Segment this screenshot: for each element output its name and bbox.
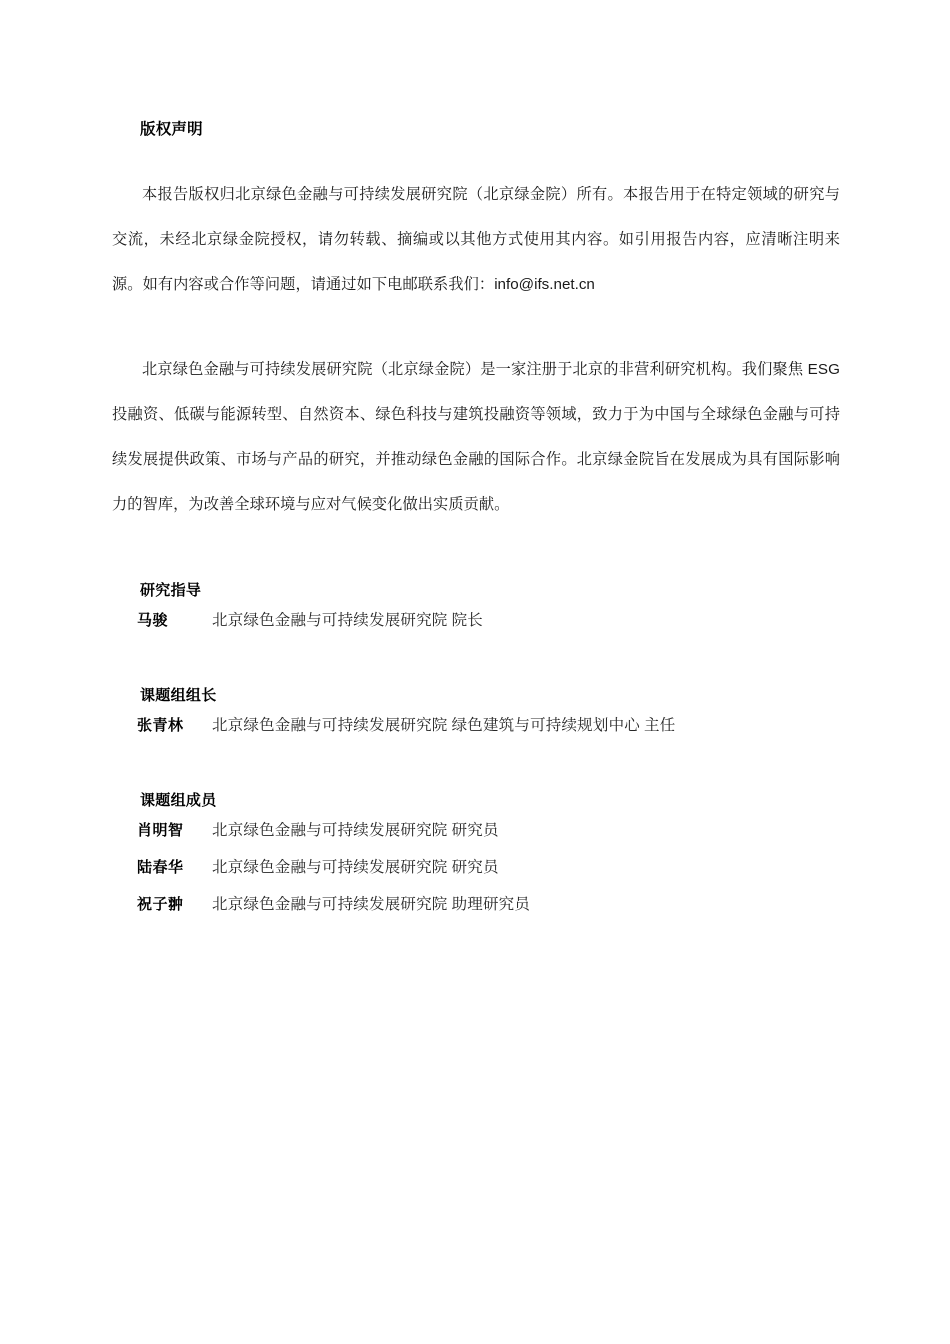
credit-person-affiliation: 北京绿色金融与可持续发展研究院 助理研究员 (212, 896, 531, 913)
credit-row (137, 602, 872, 639)
credit-person-name: 祝子翀 (137, 896, 184, 913)
spacer (112, 639, 872, 685)
credit-person-name: 肖明智 (137, 822, 184, 839)
credit-row (137, 849, 872, 886)
credits-section (112, 580, 872, 923)
spacer (112, 307, 840, 347)
copyright-paragraph-text: 本报告版权归北京绿色金融与可持续发展研究院（北京绿金院）所有。本报告用于在特定领域的研究与交流，未经北京绿金院授权，请勿转载、摘编或以其他方式使用其内容。如引用报告内容，应清晰注明来源。如有内容或合作等问题，请通过如下电邮联系我们： (112, 186, 840, 293)
credit-group-research-advisor (112, 580, 872, 639)
credit-group-heading: 课题组成员 (140, 792, 217, 809)
spacer (112, 744, 872, 790)
credit-row (137, 707, 872, 744)
copyright-paragraph (112, 172, 840, 307)
contact-email: info@ifs.net.cn (494, 276, 595, 293)
credit-person-affiliation: 北京绿色金融与可持续发展研究院 研究员 (212, 822, 499, 839)
credit-person-name: 张青林 (137, 717, 184, 734)
credit-row (137, 812, 872, 849)
credit-person-name: 马骏 (137, 612, 169, 629)
credit-group-heading: 课题组组长 (140, 687, 217, 704)
credit-row (137, 886, 872, 923)
credit-group-project-members (112, 790, 872, 923)
credit-group-heading: 研究指导 (140, 582, 202, 599)
credit-person-affiliation: 北京绿色金融与可持续发展研究院 绿色建筑与可持续规划中心 主任 (212, 717, 676, 734)
spacer (112, 142, 840, 172)
credit-person-affiliation: 北京绿色金融与可持续发展研究院 研究员 (212, 859, 499, 876)
institute-intro-paragraph: 北京绿色金融与可持续发展研究院（北京绿金院）是一家注册于北京的非营利研究机构。我们聚焦 ESG 投融资、低碳与能源转型、自然资本、绿色科技与建筑投融资等领域，致力于为中国与全球绿色金融与可持续发展提供政策、市场与产品的研究，并推动绿色金融的国际合作。北京绿金院旨在发展成为具有国际影响力的智库，为改善全球环境与应对气候变化做出实质贡献。 (112, 361, 840, 513)
credit-person-affiliation: 北京绿色金融与可持续发展研究院 院长 (212, 612, 483, 629)
copyright-section (112, 118, 840, 527)
credit-person-name: 陆春华 (137, 859, 184, 876)
page-title: 版权声明 (140, 121, 203, 138)
credit-group-project-lead (112, 685, 872, 744)
